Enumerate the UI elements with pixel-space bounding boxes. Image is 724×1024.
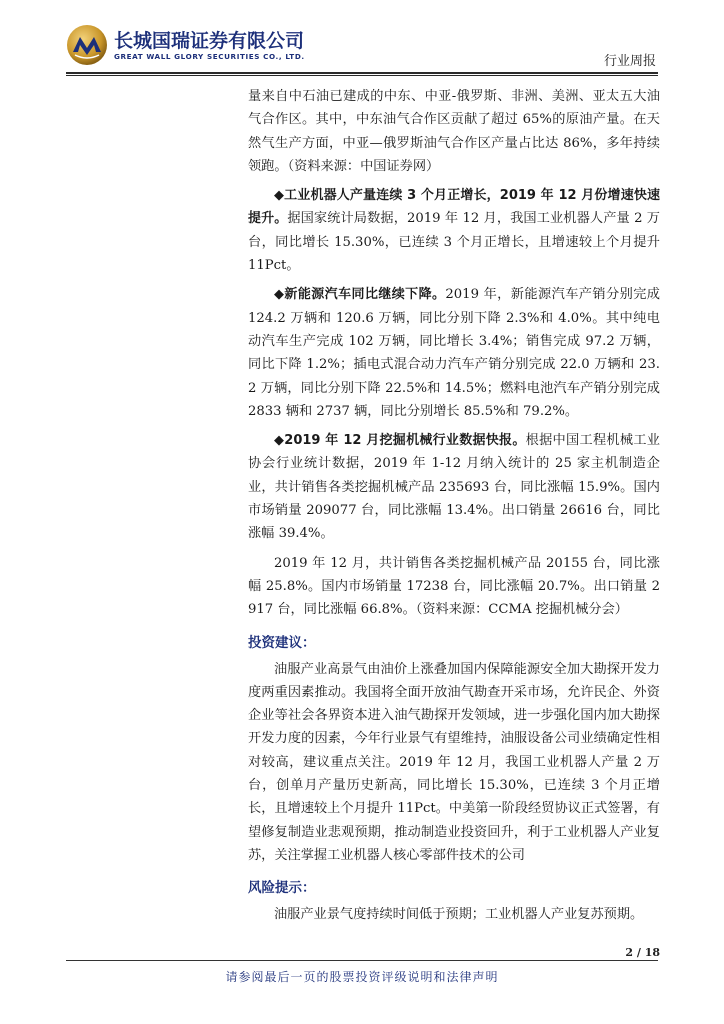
report-type: 行业周报 bbox=[603, 54, 656, 69]
excavator-text: 根据中国工程机械工业协会行业统计数据，2019 年 1-12 月纳入统计的 25 家主机制造企业，共计销售各类挖掘机械产品 235693 台，同比涨幅 15.9%。国内市场销量 209077 台，同比涨幅 13.4%。出口销量 26616 台，同比涨幅 39.4%。 bbox=[248, 433, 660, 542]
page-number: 2 / 18 bbox=[625, 946, 660, 959]
risk-warning-text: 油服产业景气度持续时间低于预期；工业机器人产业复苏预期。 bbox=[274, 907, 644, 923]
page-header bbox=[0, 0, 724, 80]
brand-name-cn: 长城国瑞证券有限公司 bbox=[114, 30, 305, 52]
header-divider-thin bbox=[66, 75, 658, 76]
brand-name-en: GREAT WALL GLORY SECURITIES CO., LTD. bbox=[114, 52, 305, 61]
nev-heading: ◆新能源汽车同比继续下降。 bbox=[274, 287, 446, 303]
investment-advice-title: 投资建议： bbox=[248, 634, 316, 651]
report-body bbox=[248, 85, 660, 933]
excavator-heading: ◆2019 年 12 月挖掘机械行业数据快报。 bbox=[274, 433, 526, 449]
paragraph-industrial-robots bbox=[248, 184, 660, 277]
header-divider bbox=[66, 72, 658, 74]
great-wall-glory-logo-icon bbox=[66, 24, 108, 66]
risk-warning-title: 风险提示： bbox=[248, 880, 316, 897]
robots-heading: ◆工业机器人产量连续 3 个月正增长，2019 年 12 月份增速快速提升。 bbox=[248, 188, 660, 227]
robots-text: 据国家统计局数据，2019 年 12 月，我国工业机器人产量 2 万台，同比增长 15.30%，已连续 3 个月正增长，且增速较上个月提升 11Pct。 bbox=[248, 211, 660, 274]
paragraph-excavator-data bbox=[248, 429, 660, 545]
nev-text: 2019 年，新能源汽车产销分别完成 124.2 万辆和 120.6 万辆，同比分别下降 2.3%和 4.0%。其中纯电动汽车生产完成 102 万辆，同比增长 3.4%；销售完成 97.2 万辆，同比下降 1.2%；插电式混合动力汽车产销分别完成 22.0 万辆和 23.2 万辆，同比分别下降 22.5%和 14.5%；燃料电池汽车产销分别完成 2833 辆和 2737 辆，同比分别增长 85.5%和 79.2%。 bbox=[248, 287, 660, 419]
paragraph-excavator-december: 2019 年 12 月，共计销售各类挖掘机械产品 20155 台，同比涨幅 25.8%。国内市场销量 17238 台，同比涨幅 20.7%。出口销量 2917 台，同比涨幅 66.8%。（资料来源：CCMA 挖掘机械分会） bbox=[248, 555, 660, 618]
paragraph-oil-regions: 量来自中石油已建成的中东、中亚-俄罗斯、非洲、美洲、亚太五大油气合作区。其中，中东油气合作区贡献了超过 65%的原油产量。在天然气生产方面，中亚—俄罗斯油气合作区产量占比达 86%，多年持续领跑。（资料来源：中国证券网） bbox=[248, 89, 660, 174]
investment-advice-text: 油服产业高景气由油价上涨叠加国内保障能源安全加大勘探开发力度两重因素推动。我国将全面开放油气勘查开采市场，允许民企、外资企业等社会各界资本进入油气勘探开发领域，进一步强化国内加大勘探开发力度的因素，今年行业景气有望维持，油服设备公司业绩确定性相对较高，建议重点关注。2019 年 12 月，我国工业机器人产量 2 万台，创单月产量历史新高，同比增长 15.30%，已连续 3 个月正增长，且增速较上个月提升 11Pct。中美第一阶段经贸协议正式签署，有望修复制造业悲观预期，推动制造业投资回升，利于工业机器人产业复苏，关注掌握工业机器人核心零部件技术的公司 bbox=[248, 661, 660, 863]
footer-disclaimer: 请参阅最后一页的股票投资评级说明和法律声明 bbox=[225, 970, 499, 984]
paragraph-new-energy-vehicles bbox=[248, 283, 660, 423]
footer-divider bbox=[66, 960, 658, 961]
